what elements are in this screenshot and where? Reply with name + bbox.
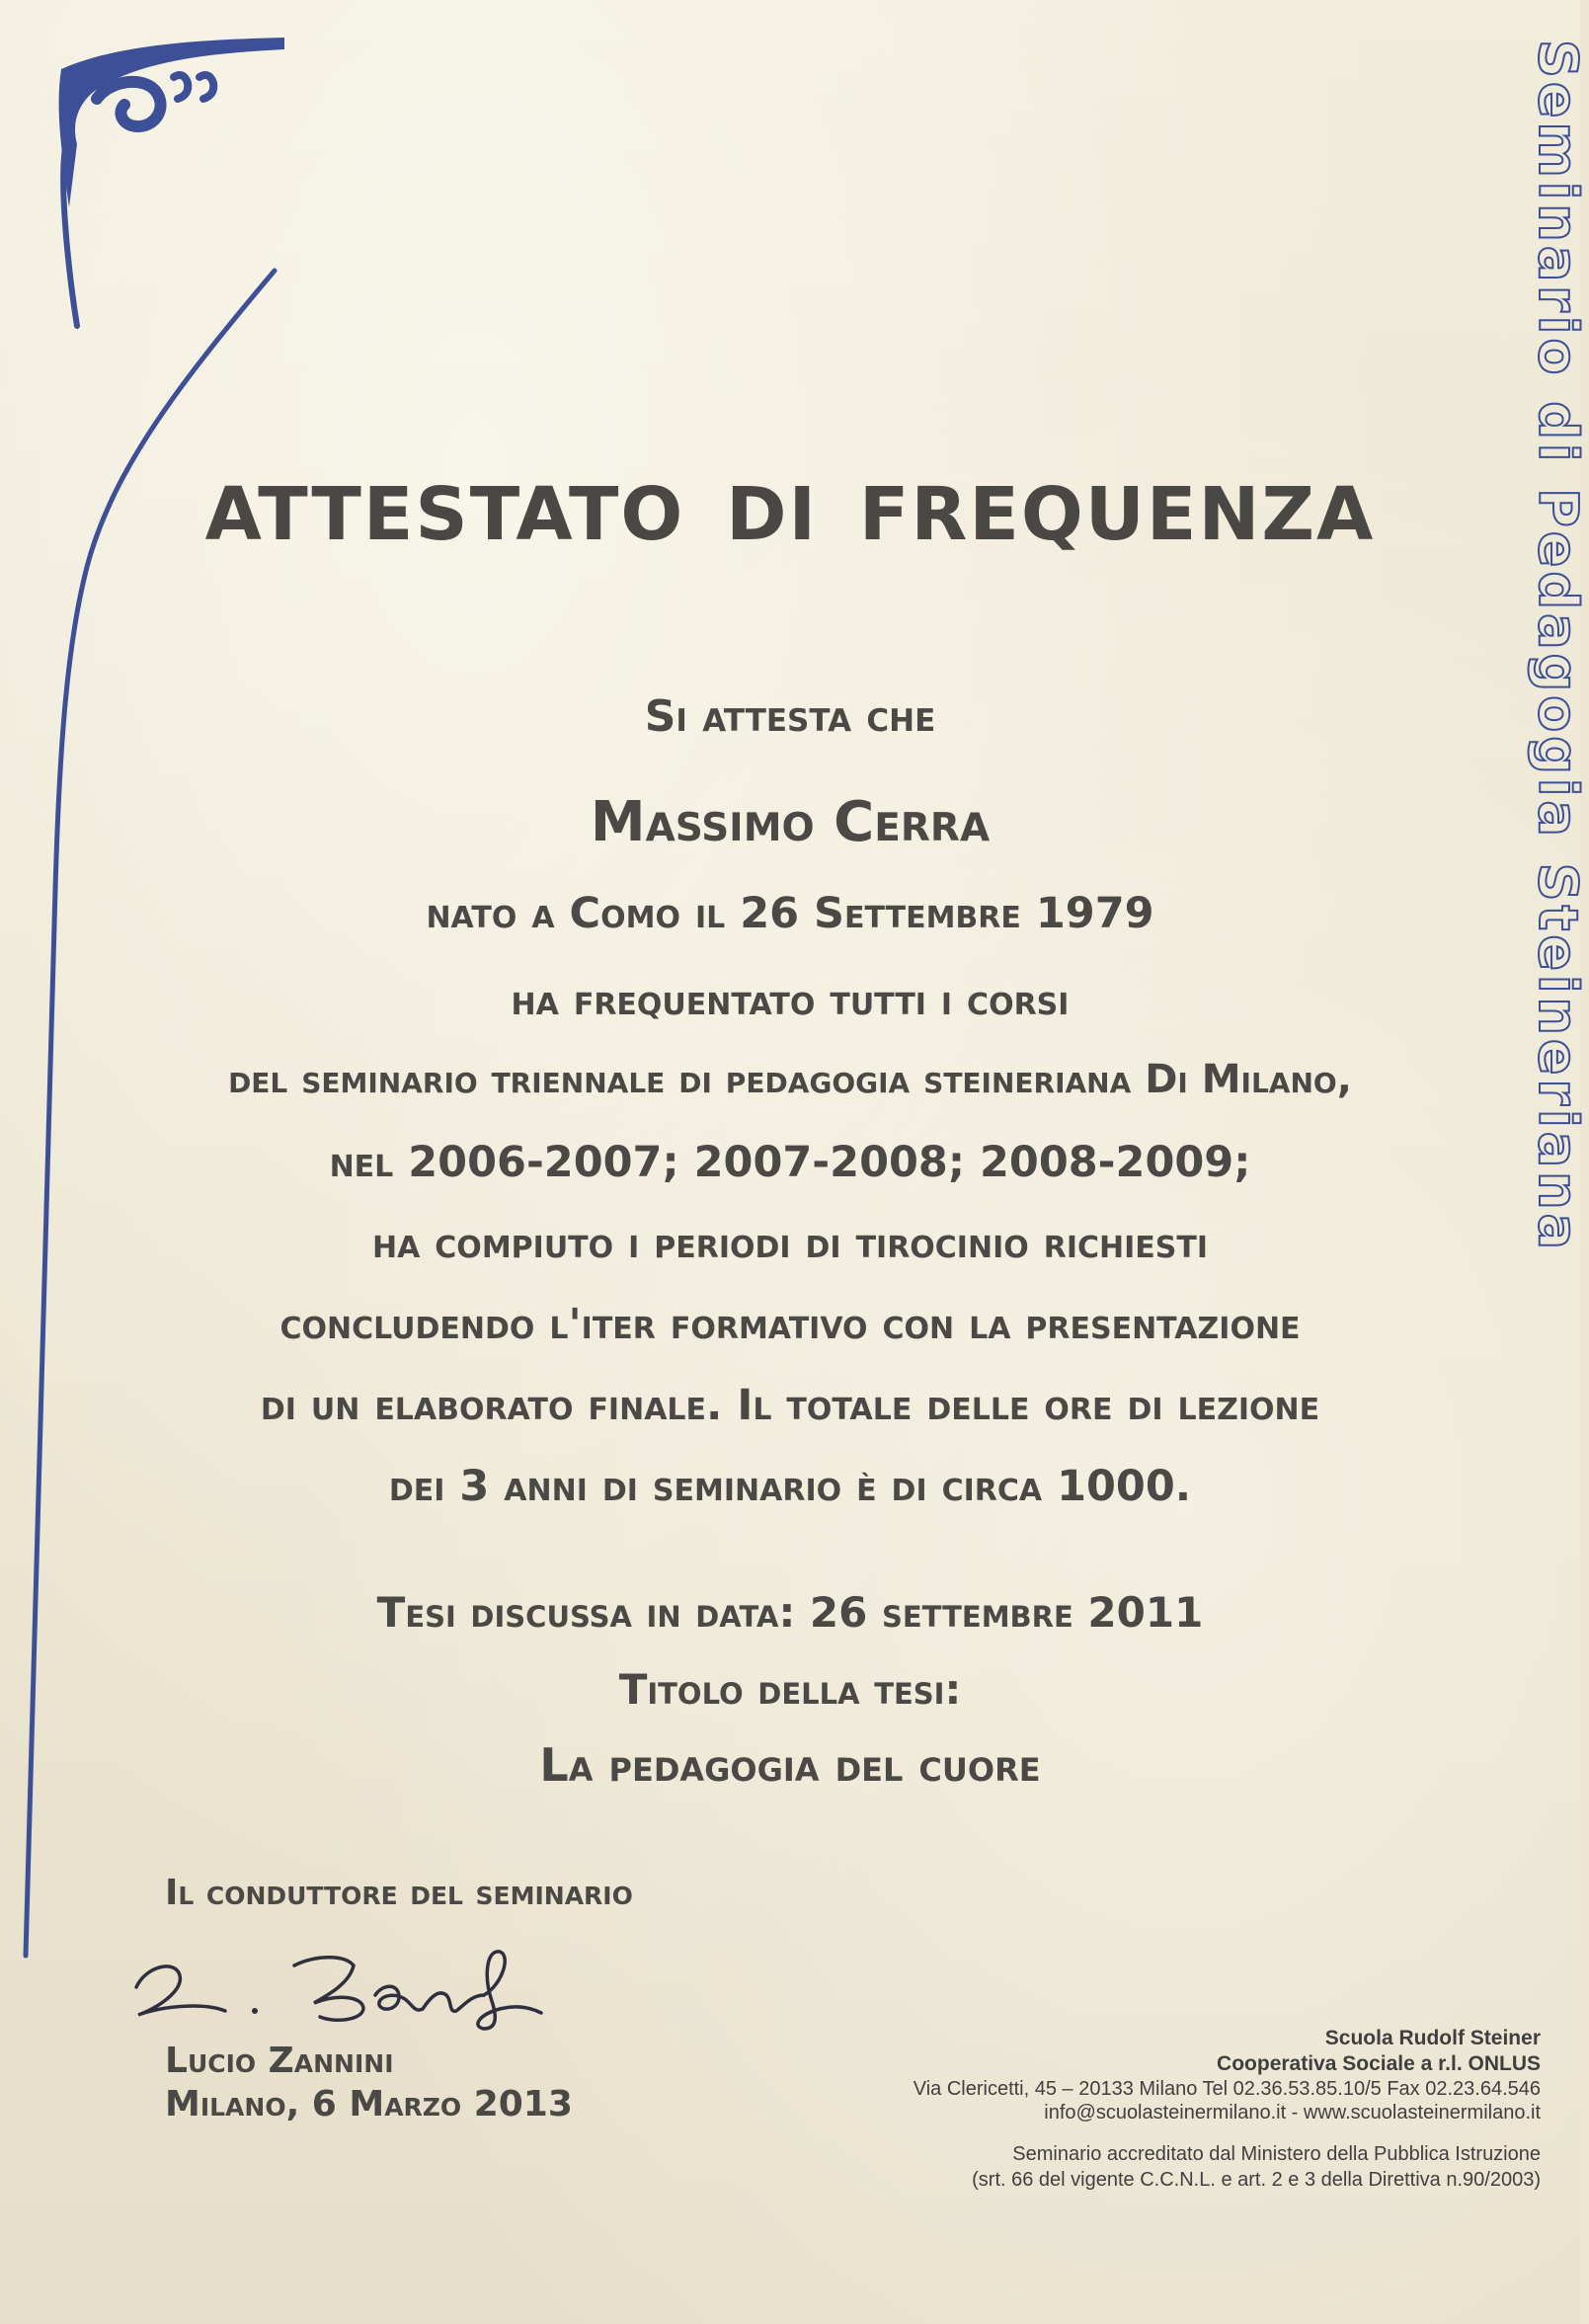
certificate-title: ATTESTATO DI FREQUENZA bbox=[204, 472, 1376, 557]
school-contacts: info@scuolasteinermilano.it - www.scuolasteinermilano.it bbox=[1044, 2102, 1541, 2124]
thesis-date: Tesi discussa in data: 26 settembre 2011 bbox=[376, 1588, 1204, 1637]
thesis-title: La pedagogia del cuore bbox=[539, 1738, 1041, 1792]
sidebar-seminar-title: Seminario di Pedagogia Steineriana bbox=[1527, 40, 1589, 1253]
accreditation-line-2: (srt. 66 del vigente C.C.N.L. e art. 2 e 3 della Direttiva n.90/2003) bbox=[972, 2169, 1541, 2191]
place-and-date: Milano, 6 Marzo 2013 bbox=[165, 2084, 573, 2124]
accreditation-line-1: Seminario accreditato dal Ministero della Pubblica Istruzione bbox=[1012, 2143, 1541, 2165]
handwritten-signature bbox=[117, 1926, 571, 2035]
thesis-title-label: Titolo della tesi: bbox=[618, 1665, 962, 1714]
body-line-seminar: del seminario triennale di pedagogia steineriana Di Milano, bbox=[228, 1057, 1352, 1102]
body-line-final-work: di un elaborato finale. Il totale delle ore di lezione bbox=[260, 1381, 1320, 1430]
body-line-attended: ha frequentato tutti i corsi bbox=[511, 976, 1070, 1025]
school-name: Scuola Rudolf Steiner bbox=[1324, 2027, 1541, 2049]
body-line-hours: dei 3 anni di seminario è di circa 1000. bbox=[388, 1462, 1192, 1511]
school-address: Via Clericetti, 45 – 20133 Milano Tel 02.36.53.85.10/5 Fax 02.23.64.546 bbox=[913, 2078, 1541, 2100]
cooperative-name: Cooperativa Sociale a r.l. ONLUS bbox=[1217, 2052, 1541, 2075]
conductor-label: Il conduttore del seminario bbox=[165, 1873, 633, 1913]
recipient-name: Massimo Cerra bbox=[590, 790, 991, 854]
intro-line: Si attesta che bbox=[644, 691, 936, 742]
body-line-birth: nato a Como il 26 Settembre 1979 bbox=[426, 889, 1154, 938]
signer-name: Lucio Zannini bbox=[165, 2041, 394, 2081]
body-line-internship: ha compiuto i periodi di tirocinio richiesti bbox=[372, 1219, 1208, 1268]
body-line-conclusion: concludendo l'iter formativo con la presentazione bbox=[279, 1300, 1301, 1349]
body-line-years: nel 2006-2007; 2007-2008; 2008-2009; bbox=[329, 1138, 1251, 1187]
